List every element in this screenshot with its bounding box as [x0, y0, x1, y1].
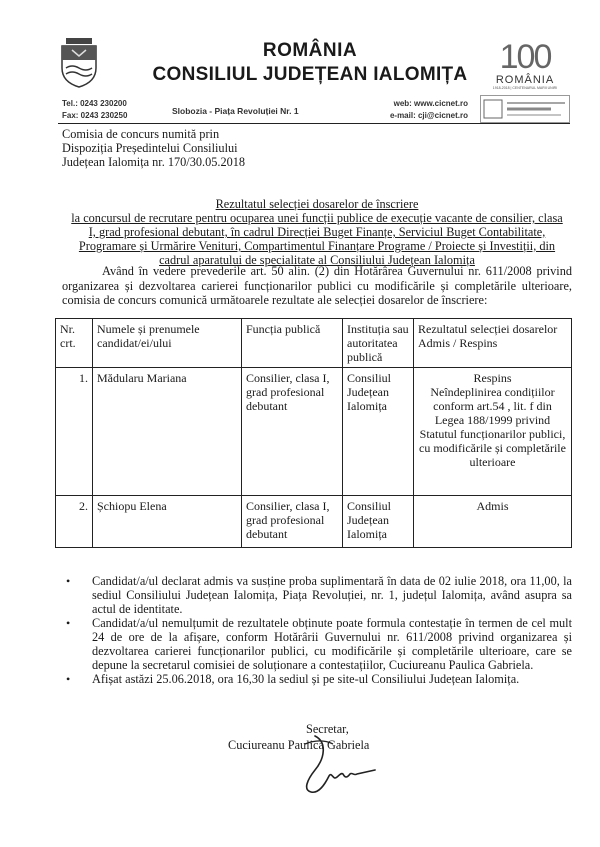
handwritten-signature-icon [285, 728, 385, 798]
table-row [56, 496, 572, 548]
intro-text: Având în vedere prevederile art. 50 alin. (2) din Hotărârea Guvernului nr. 611/2008 privind organizarea și dezvoltarea carierei funcționarilor publici cu modificările și completările ulterioare, comisia de concurs comunică următoarele rezultate ale selecției dosarelor de înscriere: [62, 264, 572, 307]
header-tel: Tel.: 0243 230200 [62, 99, 127, 108]
subtitle-line-1: la concursul de recrutare pentru ocuparea unei funcții publice de execuție vacante de consilier, clasa [71, 211, 563, 225]
document-title: Rezultatul selecției dosarelor de înscriere [215, 197, 419, 211]
list-item [62, 574, 572, 616]
signature-name: Cuciureanu Paulica Gabriela [228, 738, 370, 752]
row-nr: 2. [56, 496, 93, 548]
note-text: Candidat/a/ul nemulțumit de rezultatele obținute poate formula contestație în termen de cel mult 24 de ore de la afișare, conform Hotărârii Guvernului nr. 611/2008 privind organizarea și dezvoltarea carierei funcționarilor publici, cu modificările și completările ulterioare, care se depune la secretarul comisiei de soluționare a contestațiilor, Cuciureanu Paulica Gabriela. [92, 616, 572, 672]
bullet-icon: • [66, 672, 71, 686]
row-institution: Consiliul Județean Ialomița [343, 496, 414, 548]
bullet-icon: • [66, 616, 71, 630]
subtitle-line-4: cadrul aparatului de specialitate al Consiliului Județean Ialomița [159, 253, 475, 267]
header-result: Rezultatul selecției dosarelor Admis / Respins [414, 319, 572, 368]
header-email: e-mail: cji@cicnet.ro [389, 111, 468, 120]
note-text: Candidat/a/ul declarat admis va susține proba suplimentară în data de 02 iulie 2018, ora 11,00, la sediul Consiliului Județean Ialomița, Piața Revoluției, nr. 1, județul Ialomița, având asupra sa actul de identitate. [92, 574, 572, 616]
header-divider [58, 123, 570, 124]
certification-badge-icon [480, 95, 570, 123]
header-name: Numele și prenumele candidat/ei/ului [93, 319, 242, 368]
subtitle-line-3: Programare și Urmărire Venituri, Compartimentul Finanțare Programe / Proiecte și Investiții, din [78, 239, 556, 253]
table-header-row [56, 319, 572, 368]
commission-line-3: Județean Ialomița nr. 170/30.05.2018 [62, 155, 246, 169]
header-web: web: www.cicnet.ro [393, 99, 468, 108]
row-nr: 1. [56, 368, 93, 496]
row-name: Mădularu Mariana [93, 368, 242, 496]
intro-paragraph [62, 264, 572, 308]
centenary-logo [475, 40, 575, 90]
header-function: Funcția publică [242, 319, 343, 368]
notes-list [62, 574, 572, 686]
commission-line-2: Dispoziția Președintelui Consiliului [62, 141, 238, 155]
commission-line-1: Comisia de concurs numită prin [62, 127, 220, 141]
centenary-number: 100 [499, 38, 551, 76]
header-fax: Fax: 0243 230250 [62, 111, 128, 120]
header-nr: Nr. crt. [56, 319, 93, 368]
row-result-cell [414, 496, 572, 548]
header-country: ROMÂNIA [262, 40, 358, 61]
row-result-note: Neîndeplinirea condițiilor conform art.54 , lit. f din Legea 188/1999 privind Statutul funcționarilor publici, cu modificările și completările ulterioare [419, 385, 566, 469]
row-result: Admis [476, 499, 509, 513]
document-subtitle [62, 211, 572, 267]
subtitle-line-2: I, grad profesional debutant, în cadrul Direcției Buget Finanțe, Serviciul Buget Contabilitate, [88, 225, 546, 239]
header-address: Slobozia - Piața Revoluției Nr. 1 [172, 106, 299, 116]
header-institution: CONSILIUL JUDEȚEAN IALOMIȚA [152, 64, 468, 85]
row-function: Consilier, clasa I, grad profesional debutant [242, 496, 343, 548]
bullet-icon: • [66, 574, 71, 588]
row-institution: Consiliul Județean Ialomița [343, 368, 414, 496]
list-item [62, 672, 572, 686]
row-name: Șchiopu Elena [93, 496, 242, 548]
centenary-word: ROMÂNIA [495, 74, 555, 86]
row-function: Consilier, clasa I, grad profesional debutant [242, 368, 343, 496]
list-item [62, 616, 572, 672]
signature-role: Secretar, [306, 722, 349, 736]
table-row [56, 368, 572, 496]
centenary-subtitle: 1918-2018 | CENTENARUL MARII UNIRI [492, 86, 558, 90]
header-institution: Instituția sau autoritatea publică [343, 319, 414, 368]
county-coat-of-arms-icon [60, 38, 98, 88]
row-result-cell [414, 368, 572, 496]
row-result: Respins [473, 371, 512, 385]
commission-block [62, 127, 245, 169]
note-text: Afișat astăzi 25.06.2018, ora 16,30 la sediul și pe site-ul Consiliului Județean Ialomița. [92, 672, 520, 686]
results-table [55, 318, 572, 548]
